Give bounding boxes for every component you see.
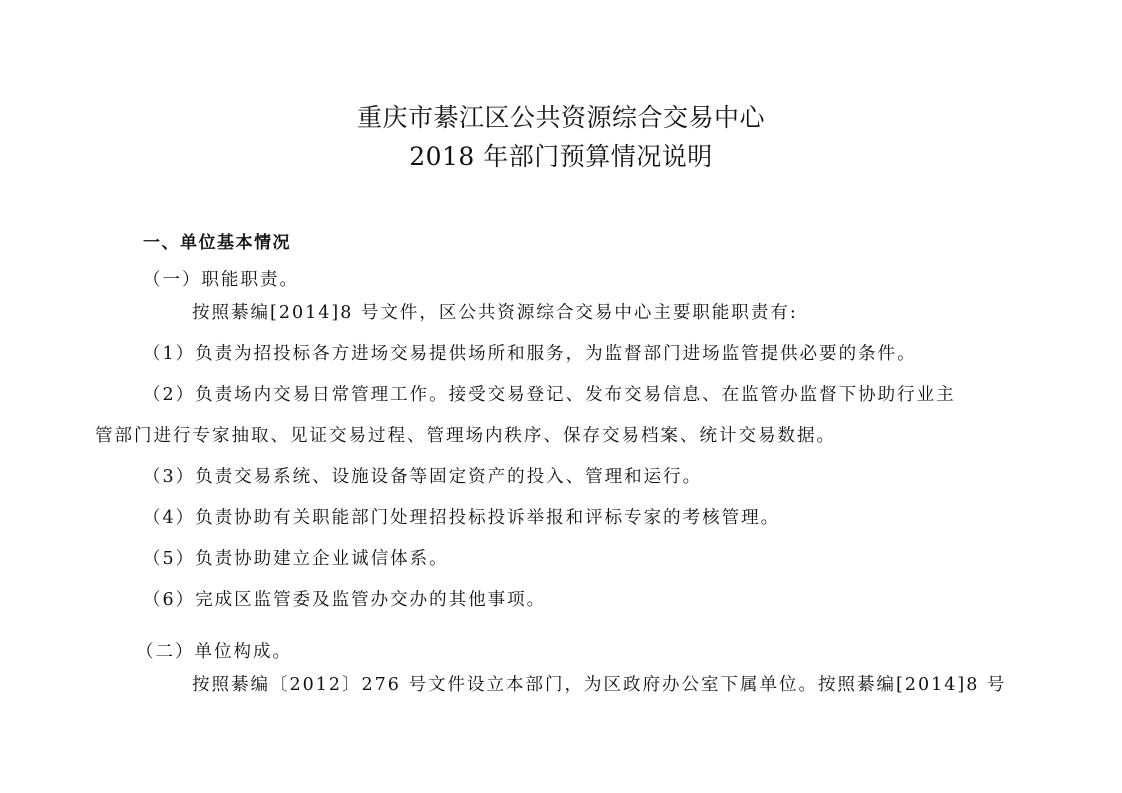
subsection-heading-composition: （二）单位构成。 <box>136 642 292 662</box>
duty-item-2-continuation: 管部门进行专家抽取、见证交易过程、管理场内秩序、保存交易档案、统计交易数据。 <box>95 426 836 446</box>
duty-item-1: （1）负责为招投标各方进场交易提供场所和服务，为监督部门进场监管提供必要的条件。 <box>143 344 917 364</box>
functions-intro-paragraph: 按照綦编[2014]8 号文件，区公共资源综合交易中心主要职能职责有: <box>192 303 798 323</box>
duty-item-4: （4）负责协助有关职能部门处理招投标投诉举报和评标专家的考核管理。 <box>143 508 781 528</box>
document-title-line-2: 2018 年部门预算情况说明 <box>409 142 713 171</box>
duty-item-2: （2）负责场内交易日常管理工作。接受交易登记、发布交易信息、在监管办监督下协助行业主 <box>143 385 956 405</box>
document-title-line-1: 重庆市綦江区公共资源综合交易中心 <box>356 103 765 132</box>
duty-item-3: （3）负责交易系统、设施设备等固定资产的投入、管理和运行。 <box>143 467 703 487</box>
duty-item-5: （5）负责协助建立企业诚信体系。 <box>143 549 449 569</box>
section-heading-basic-info: 一、单位基本情况 <box>143 233 291 253</box>
duty-item-6: （6）完成区监管委及监管办交办的其他事项。 <box>143 590 547 610</box>
composition-paragraph: 按照綦编〔2012〕276 号文件设立本部门，为区政府办公室下属单位。按照綦编[2014]8 号 <box>192 675 1007 695</box>
subsection-heading-functions: （一）职能职责。 <box>143 270 299 290</box>
